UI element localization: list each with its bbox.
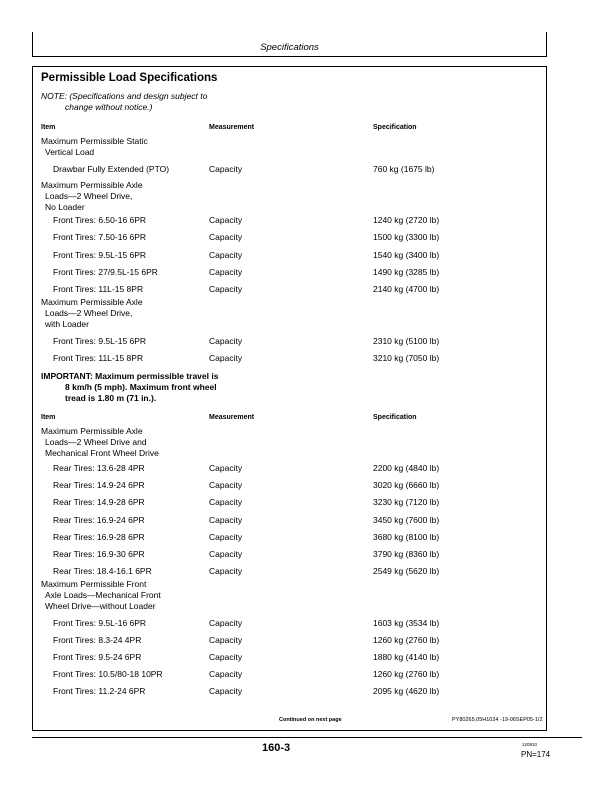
row-measurement: Capacity <box>209 497 243 507</box>
row-item: Front Tires: 6.50-16 6PR <box>53 215 147 225</box>
row-item: Front Tires: 9.5L-16 6PR <box>53 618 147 628</box>
row-spec: 1240 kg (2720 lb) <box>373 215 440 225</box>
section-header: Specifications <box>260 42 319 53</box>
footer-divider <box>32 737 582 738</box>
group-heading: Maximum Permissible Front Axle Loads—Mechanical Front Wheel Drive—without Loader <box>41 579 161 611</box>
row-item: Front Tires: 7.50-16 6PR <box>53 232 147 242</box>
row-spec: 1260 kg (2760 lb) <box>373 669 440 679</box>
row-item: Drawbar Fully Extended (PTO) <box>53 164 170 174</box>
row-item: Front Tires: 11.2-24 6PR <box>53 686 146 696</box>
row-spec: 3450 kg (7600 lb) <box>373 515 440 525</box>
row-measurement: Capacity <box>209 618 243 628</box>
row-spec: 1603 kg (3534 lb) <box>373 618 440 628</box>
column-header-specification: Specification <box>373 124 417 131</box>
row-spec: 760 kg (1675 lb) <box>373 164 435 174</box>
important-note: IMPORTANT: Maximum permissible travel is 8 km/h (5 mph). Maximum front wheel tread is 1.80 m (71 in.). <box>41 371 219 403</box>
row-measurement: Capacity <box>209 515 243 525</box>
group-heading: Maximum Permissible Axle Loads—2 Wheel Drive, No Loader <box>41 180 143 212</box>
row-measurement: Capacity <box>209 284 243 294</box>
row-measurement: Capacity <box>209 353 243 363</box>
row-spec: 3790 kg (8360 lb) <box>373 549 440 559</box>
row-spec: 3680 kg (8100 lb) <box>373 532 440 542</box>
row-spec: 2095 kg (4620 lb) <box>373 686 440 696</box>
row-item: Rear Tires: 18.4-16.1 6PR <box>53 566 152 576</box>
note <box>41 91 261 113</box>
row-spec: 1880 kg (4140 lb) <box>373 652 440 662</box>
row-measurement: Capacity <box>209 232 243 242</box>
row-measurement: Capacity <box>209 635 243 645</box>
row-spec: 1260 kg (2760 lb) <box>373 635 440 645</box>
column-header-specification: Specification <box>373 414 417 421</box>
row-item: Rear Tires: 14.9-28 6PR <box>53 497 145 507</box>
row-item: Rear Tires: 16.9-24 6PR <box>53 515 145 525</box>
column-header-item: Item <box>41 414 56 421</box>
row-spec: 2140 kg (4700 lb) <box>373 284 440 294</box>
note-line: change without notice.) <box>65 102 153 112</box>
row-measurement: Capacity <box>209 686 243 696</box>
column-header-measurement: Measurement <box>209 414 255 421</box>
row-item: Front Tires: 9.5-24 6PR <box>53 652 142 662</box>
row-measurement: Capacity <box>209 164 243 174</box>
row-item: Front Tires: 10.5/80-18 10PR <box>53 669 163 679</box>
row-measurement: Capacity <box>209 652 243 662</box>
row-spec: 3230 kg (7120 lb) <box>373 497 440 507</box>
row-spec: 1490 kg (3285 lb) <box>373 267 440 277</box>
document-code: PY80265,05H1024 -19-06SEP05-1/2 <box>452 717 543 723</box>
row-item: Front Tires: 27/9.5L-15 6PR <box>53 267 158 277</box>
row-measurement: Capacity <box>209 549 243 559</box>
note-line: NOTE: (Specifications and design subject to <box>41 91 208 101</box>
row-item: Rear Tires: 16.9-30 6PR <box>53 549 145 559</box>
row-item: Front Tires: 8.3-24 4PR <box>53 635 142 645</box>
column-header-measurement: Measurement <box>209 124 255 131</box>
row-item: Rear Tires: 16.9-28 6PR <box>53 532 145 542</box>
row-spec: 1540 kg (3400 lb) <box>373 250 440 260</box>
row-measurement: Capacity <box>209 267 243 277</box>
row-item: Rear Tires: 14.9-24 6PR <box>53 480 145 490</box>
group-heading: Maximum Permissible Axle Loads—2 Wheel Drive, with Loader <box>41 297 143 329</box>
row-measurement: Capacity <box>209 532 243 542</box>
group-heading: Maximum Permissible Axle Loads—2 Wheel Drive and Mechanical Front Wheel Drive <box>41 426 159 458</box>
row-item: Front Tires: 9.5L-15 6PR <box>53 336 147 346</box>
row-measurement: Capacity <box>209 669 243 679</box>
page-number: 160-3 <box>262 742 291 754</box>
row-spec: 2549 kg (5620 lb) <box>373 566 440 576</box>
row-spec: 3210 kg (7050 lb) <box>373 353 440 363</box>
row-measurement: Capacity <box>209 463 243 473</box>
continued-label: Continued on next page <box>279 717 342 723</box>
group-heading: Maximum Permissible Static Vertical Load <box>41 136 148 157</box>
column-header-item: Item <box>41 124 56 131</box>
row-measurement: Capacity <box>209 480 243 490</box>
row-item: Front Tires: 11L-15 8PR <box>53 353 144 363</box>
row-item: Front Tires: 9.5L-15 6PR <box>53 250 147 260</box>
row-spec: 2200 kg (4840 lb) <box>373 463 440 473</box>
row-item: Front Tires: 11L-15 8PR <box>53 284 144 294</box>
pn-number: PN=174 <box>521 750 551 759</box>
row-measurement: Capacity <box>209 215 243 225</box>
row-measurement: Capacity <box>209 250 243 260</box>
row-spec: 3020 kg (6660 lb) <box>373 480 440 490</box>
row-spec: 1500 kg (3300 lb) <box>373 232 440 242</box>
revision-code: 120810 <box>522 742 538 747</box>
page-title: Permissible Load Specifications <box>41 72 218 84</box>
row-item: Rear Tires: 13.6-28 4PR <box>53 463 145 473</box>
row-measurement: Capacity <box>209 336 243 346</box>
row-spec: 2310 kg (5100 lb) <box>373 336 440 346</box>
row-measurement: Capacity <box>209 566 243 576</box>
